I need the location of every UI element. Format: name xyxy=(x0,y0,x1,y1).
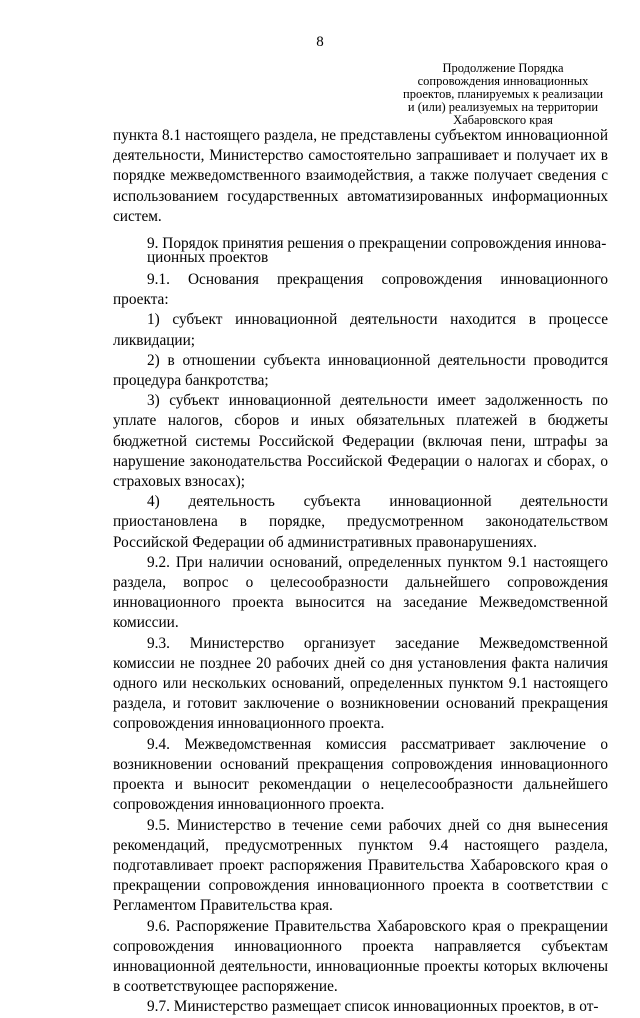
list-item: 1) субъект инновационной деятельности находится в процессе ликвидации; xyxy=(113,311,608,349)
paragraph: 9.2. При наличии оснований, определенных пунктом 9.1 настоящего раздела, вопрос о целесообразности дальнейшего сопровождения инновационного проекта выносится на заседание Межведомственной комиссии. xyxy=(113,553,608,632)
list-item: 3) субъект инновационной деятельности имеет задолженность по уплате налогов, сборов и иных обязательных платежей в бюджеты бюджетной системы Российской Федерации (включая пени, штрафы за нарушение законодательства Российской Федерации о налогах и сборах, о страховых взносах); xyxy=(113,392,608,491)
header-line: и (или) реализуемых на территории xyxy=(407,100,599,114)
header-line: Хабаровского края xyxy=(453,113,553,127)
paragraph: 9.4. Межведомственная комиссия рассматривает заключение о возникновении оснований прекращения сопровождения инновационного проекта и выносит рекомендации о нецелесообразности дальнейшего сопровождения инновационного проекта. xyxy=(113,735,608,814)
paragraph: 9.3. Министерство организует заседание Межведомственной комиссии не позднее 20 рабочих дней со дня установления факта наличия одного или нескольких оснований, определенных пунктом 9.1 настоящего раздела, и готовит заключение о возникновении оснований прекращения сопровождения инновационного проекта. xyxy=(113,634,608,733)
header-line: Продолжение Порядка xyxy=(442,61,564,75)
paragraph: 9.7. Министерство размещает список инновационных проектов, в от- xyxy=(147,998,599,1016)
paragraph: пункта 8.1 настоящего раздела, не представлены субъектом инновационной деятельности, Министерство самостоятельно запрашивает и получает их в порядке межведомственного взаимодействия, а также получает сведения с использованием государственных автоматизированных информационных систем. xyxy=(113,127,608,225)
paragraph: 9.6. Распоряжение Правительства Хабаровского края о прекращении сопровождения инновационного проекта направляется субъектам инновационной деятельности, инновационные проекты которых включены в соответствующее распоряжение. xyxy=(113,917,608,996)
section-heading xyxy=(113,237,608,264)
list-item: 4) деятельность субъекта инновационной деятельности приостановлена в порядке, предусмотренном законодательством Российской Федерации об административных правонарушениях. xyxy=(113,493,608,551)
document-body xyxy=(113,126,608,1018)
paragraph: 9.1. Основания прекращения сопровождения инновационного проекта: xyxy=(113,271,608,309)
section-heading-line: ционных проектов xyxy=(147,248,269,266)
paragraph: 9.5. Министерство в течение семи рабочих дней со дня вынесения рекомендаций, предусмотренных пунктом 9.4 настоящего раздела, подготавливает проект распоряжения Правительства Хабаровского края о прекращении сопровождения инновационного проекта в соответствии с Регламентом Правительства края. xyxy=(113,816,608,915)
header-line: сопровождения инновационных xyxy=(417,74,589,88)
list-item: 2) в отношении субъекта инновационной деятельности проводится процедура банкротства; xyxy=(113,351,608,390)
section-heading-line: 9. Порядок принятия решения о прекращении сопровождения иннова- xyxy=(147,235,607,253)
header-line: проектов, планируемых к реализации xyxy=(403,87,604,101)
continuation-header xyxy=(403,62,603,127)
page-number: 8 xyxy=(316,34,324,50)
